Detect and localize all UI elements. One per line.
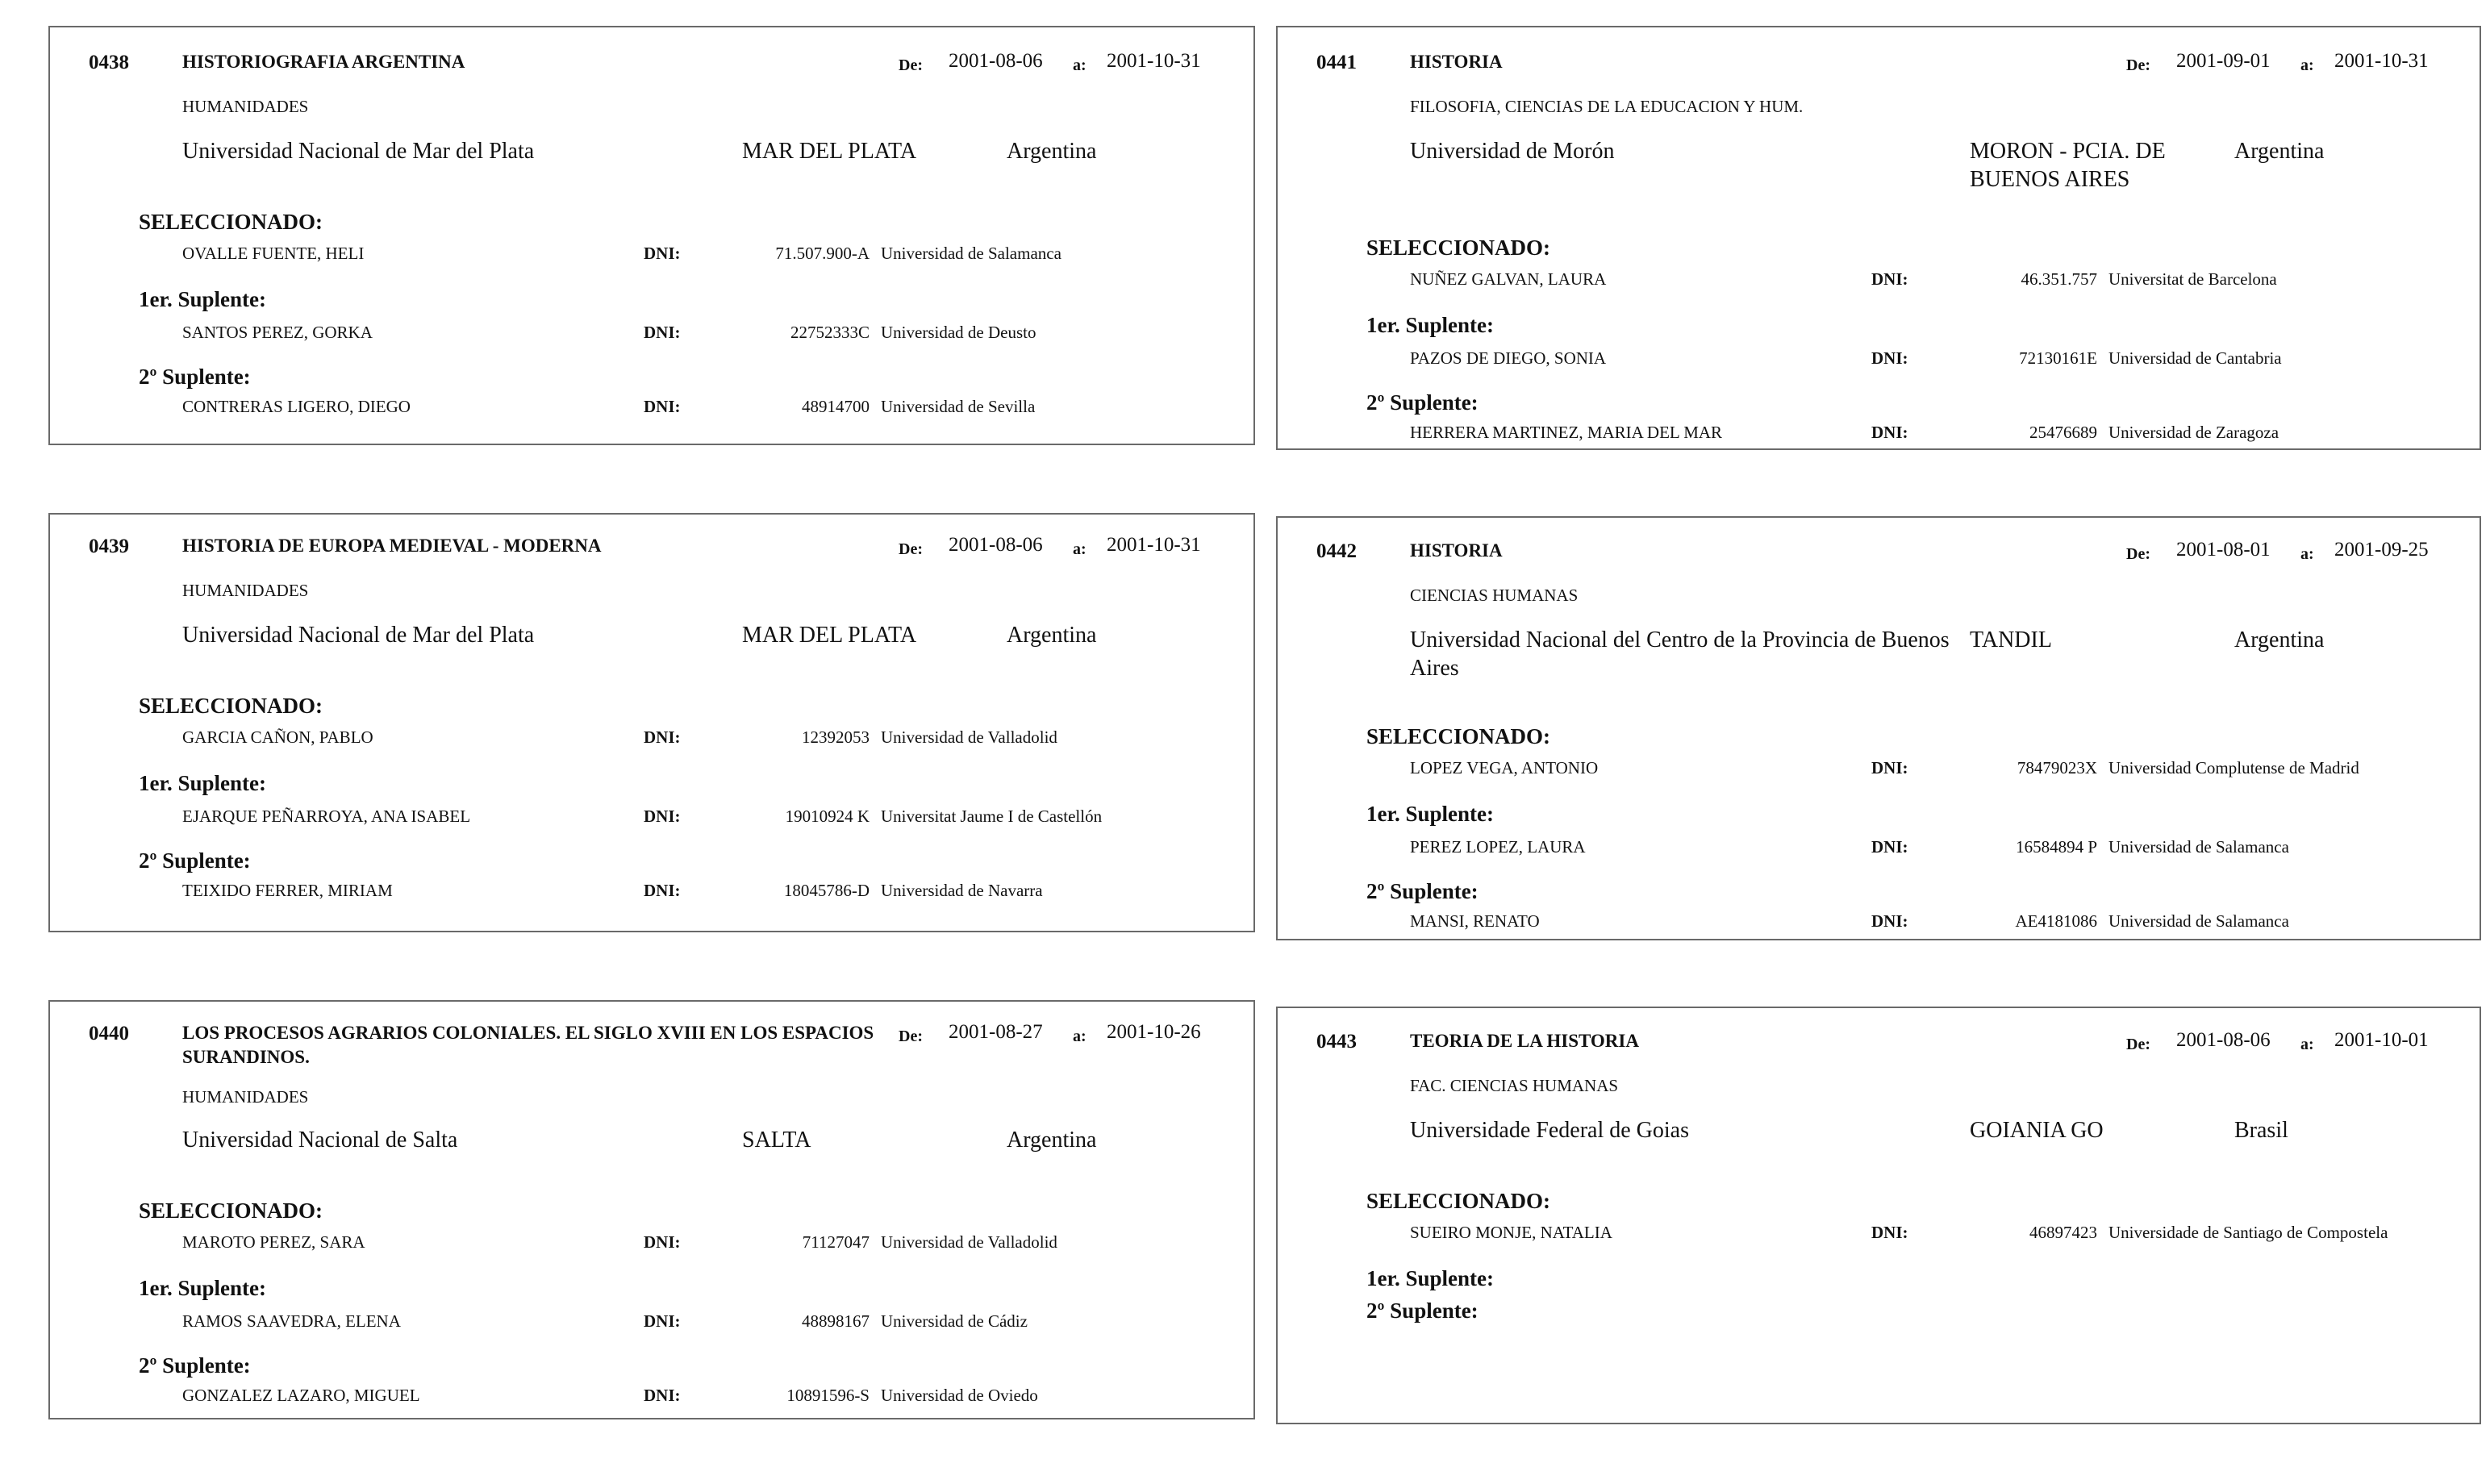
position-number: 0443 xyxy=(1316,1031,1357,1053)
date-to-label: a: xyxy=(1073,1028,1087,1045)
position-number: 0442 xyxy=(1316,540,1357,562)
seleccionado-heading: SELECCIONADO: xyxy=(139,694,323,718)
host-city: MAR DEL PLATA xyxy=(742,139,917,164)
date-to: 2001-10-31 xyxy=(1107,534,1201,556)
suplente1-heading: 1er. Suplente: xyxy=(139,287,267,311)
dni-number: 10891596-S xyxy=(786,1386,870,1405)
date-from: 2001-08-27 xyxy=(949,1021,1043,1043)
person-name: NUÑEZ GALVAN, LAURA xyxy=(1410,269,1607,289)
position-title: LOS PROCESOS AGRARIOS COLONIALES. EL SIGLO XVIII EN LOS ESPACIOS SURANDINOS. xyxy=(182,1023,874,1067)
person-name: PEREZ LOPEZ, LAURA xyxy=(1410,837,1586,857)
host-university: Universidad Nacional del Centro de la Provincia de Buenos Aires xyxy=(1410,627,1950,681)
date-from: 2001-08-06 xyxy=(2176,1029,2271,1051)
host-university: Universidade Federal de Goias xyxy=(1410,1118,1689,1143)
host-country: Brasil xyxy=(2234,1118,2288,1143)
dni-number: 71.507.900-A xyxy=(775,244,870,263)
person-name: GARCIA CAÑON, PABLO xyxy=(182,727,373,747)
person-university: Universidad de Valladolid xyxy=(881,727,1057,747)
area: HUMANIDADES xyxy=(182,97,309,116)
dni-number: 22752333C xyxy=(790,323,870,342)
date-from-label: De: xyxy=(899,1028,923,1045)
seleccionado-heading: SELECCIONADO: xyxy=(139,1198,323,1223)
date-from: 2001-08-06 xyxy=(949,50,1043,72)
person-university: Universidad de Salamanca xyxy=(2108,837,2289,857)
dni-label: DNI: xyxy=(644,881,681,900)
dni-number: 18045786-D xyxy=(783,881,870,900)
person-university: Universidad de Deusto xyxy=(881,323,1036,342)
date-from: 2001-08-01 xyxy=(2176,539,2271,561)
person-name: OVALLE FUENTE, HELI xyxy=(182,244,365,263)
dni-label: DNI: xyxy=(1871,423,1908,442)
host-city: TANDIL xyxy=(1970,627,2052,652)
seleccionado-heading: SELECCIONADO: xyxy=(1366,1189,1551,1213)
suplente1-heading: 1er. Suplente: xyxy=(1366,313,1495,337)
dni-label: DNI: xyxy=(644,1232,681,1252)
person-name: EJARQUE PEÑARROYA, ANA ISABEL xyxy=(182,807,471,826)
host-country: Argentina xyxy=(1007,1128,1097,1153)
host-university: Universidad Nacional de Salta xyxy=(182,1128,458,1153)
dni-label: DNI: xyxy=(644,244,681,263)
date-to: 2001-09-25 xyxy=(2334,539,2429,561)
date-from: 2001-08-06 xyxy=(949,534,1043,556)
date-to-label: a: xyxy=(1073,540,1087,558)
host-city: MORON - PCIA. DE BUENOS AIRES xyxy=(1970,139,2166,192)
person-name: LOPEZ VEGA, ANTONIO xyxy=(1410,758,1599,777)
date-from: 2001-09-01 xyxy=(2176,50,2271,72)
dni-number: 48898167 xyxy=(802,1311,870,1331)
person-name: MANSI, RENATO xyxy=(1410,911,1540,931)
seleccionado-heading: SELECCIONADO: xyxy=(1366,236,1551,260)
date-to-label: a: xyxy=(2300,545,2314,563)
person-name: RAMOS SAAVEDRA, ELENA xyxy=(182,1311,401,1331)
dni-label: DNI: xyxy=(644,727,681,747)
dni-label: DNI: xyxy=(1871,758,1908,777)
position-number: 0438 xyxy=(89,52,129,73)
person-university: Universidad Complutense de Madrid xyxy=(2108,758,2359,777)
dni-number: 78479023X xyxy=(2017,758,2097,777)
position-number: 0439 xyxy=(89,536,129,557)
position-number: 0441 xyxy=(1316,52,1357,73)
host-country: Argentina xyxy=(2234,139,2325,164)
person-university: Universidad de Sevilla xyxy=(881,397,1036,416)
dni-number: 48914700 xyxy=(802,397,870,416)
person-university: Universidad de Salamanca xyxy=(881,244,1061,263)
person-university: Universitat Jaume I de Castellón xyxy=(881,807,1103,826)
seleccionado-heading: SELECCIONADO: xyxy=(1366,724,1551,748)
suplente1-heading: 1er. Suplente: xyxy=(139,1276,267,1300)
suplente2-heading: 2º Suplente: xyxy=(1366,390,1479,415)
position-card xyxy=(48,1000,1255,1419)
suplente1-heading: 1er. Suplente: xyxy=(1366,1266,1495,1290)
position-title: HISTORIA xyxy=(1410,52,1503,72)
date-to: 2001-10-31 xyxy=(1107,50,1201,72)
suplente2-heading: 2º Suplente: xyxy=(1366,1298,1479,1323)
dni-number: 25476689 xyxy=(2029,423,2097,442)
dni-number: 46897423 xyxy=(2029,1223,2097,1242)
dni-number: 12392053 xyxy=(802,727,870,747)
host-city: SALTA xyxy=(742,1128,811,1153)
date-from-label: De: xyxy=(899,540,923,558)
date-to: 2001-10-31 xyxy=(2334,50,2429,72)
date-from-label: De: xyxy=(2126,545,2150,563)
date-to: 2001-10-26 xyxy=(1107,1021,1201,1043)
area: FAC. CIENCIAS HUMANAS xyxy=(1410,1076,1619,1095)
person-university: Universidad de Zaragoza xyxy=(2108,423,2279,442)
dni-label: DNI: xyxy=(1871,348,1908,368)
position-title: HISTORIA DE EUROPA MEDIEVAL - MODERNA xyxy=(182,536,602,556)
date-from-label: De: xyxy=(2126,56,2150,74)
suplente1-heading: 1er. Suplente: xyxy=(1366,802,1495,826)
position-card xyxy=(1276,26,2481,450)
person-name: PAZOS DE DIEGO, SONIA xyxy=(1410,348,1607,368)
dni-number: 46.351.757 xyxy=(2021,269,2097,289)
host-country: Argentina xyxy=(1007,623,1097,648)
area: HUMANIDADES xyxy=(182,1087,309,1107)
area: HUMANIDADES xyxy=(182,581,309,600)
suplente2-heading: 2º Suplente: xyxy=(139,848,251,873)
person-name: GONZALEZ LAZARO, MIGUEL xyxy=(182,1386,420,1405)
person-name: HERRERA MARTINEZ, MARIA DEL MAR xyxy=(1410,423,1723,442)
dni-label: DNI: xyxy=(644,807,681,826)
host-country: Argentina xyxy=(1007,139,1097,164)
suplente1-heading: 1er. Suplente: xyxy=(139,771,267,795)
position-card xyxy=(48,26,1255,445)
dni-label: DNI: xyxy=(1871,1223,1908,1242)
date-to: 2001-10-01 xyxy=(2334,1029,2429,1051)
dni-label: DNI: xyxy=(644,323,681,342)
person-name: MAROTO PEREZ, SARA xyxy=(182,1232,365,1252)
host-university: Universidad Nacional de Mar del Plata xyxy=(182,623,535,648)
position-card xyxy=(48,513,1255,932)
suplente2-heading: 2º Suplente: xyxy=(139,1353,251,1378)
seleccionado-heading: SELECCIONADO: xyxy=(139,210,323,234)
person-university: Universidad de Cádiz xyxy=(881,1311,1028,1331)
host-university: Universidad Nacional de Mar del Plata xyxy=(182,139,535,164)
dni-label: DNI: xyxy=(644,397,681,416)
dni-label: DNI: xyxy=(1871,269,1908,289)
position-number: 0440 xyxy=(89,1023,129,1044)
date-from-label: De: xyxy=(2126,1036,2150,1053)
date-to-label: a: xyxy=(2300,1036,2314,1053)
position-title: TEORIA DE LA HISTORIA xyxy=(1410,1031,1639,1051)
dni-label: DNI: xyxy=(1871,911,1908,931)
person-name: CONTRERAS LIGERO, DIEGO xyxy=(182,397,411,416)
suplente2-heading: 2º Suplente: xyxy=(1366,879,1479,903)
dni-label: DNI: xyxy=(644,1311,681,1331)
host-city: GOIANIA GO xyxy=(1970,1118,2104,1143)
person-name: SUEIRO MONJE, NATALIA xyxy=(1410,1223,1612,1242)
position-title: HISTORIOGRAFIA ARGENTINA xyxy=(182,52,465,72)
position-card xyxy=(1276,1007,2481,1424)
dni-label: DNI: xyxy=(644,1386,681,1405)
dni-label: DNI: xyxy=(1871,837,1908,857)
person-university: Universidad de Salamanca xyxy=(2108,911,2289,931)
person-university: Universidade de Santiago de Compostela xyxy=(2108,1223,2388,1242)
position-card xyxy=(1276,516,2481,940)
date-to-label: a: xyxy=(1073,56,1087,74)
dni-number: 72130161E xyxy=(2019,348,2097,368)
area: CIENCIAS HUMANAS xyxy=(1410,586,1579,605)
person-university: Universitat de Barcelona xyxy=(2108,269,2277,289)
date-to-label: a: xyxy=(2300,56,2314,74)
person-name: TEIXIDO FERRER, MIRIAM xyxy=(182,881,393,900)
position-title: HISTORIA xyxy=(1410,540,1503,561)
host-university: Universidad de Morón xyxy=(1410,139,1615,164)
dni-number: 71127047 xyxy=(802,1232,870,1252)
dni-number: 19010924 K xyxy=(785,807,870,826)
dni-number: AE4181086 xyxy=(2015,911,2097,931)
date-from-label: De: xyxy=(899,56,923,74)
person-university: Universidad de Navarra xyxy=(881,881,1043,900)
person-university: Universidad de Valladolid xyxy=(881,1232,1057,1252)
dni-number: 16584894 P xyxy=(2016,837,2097,857)
person-university: Universidad de Cantabria xyxy=(2108,348,2282,368)
host-city: MAR DEL PLATA xyxy=(742,623,917,648)
host-country: Argentina xyxy=(2234,627,2325,652)
person-name: SANTOS PEREZ, GORKA xyxy=(182,323,373,342)
person-university: Universidad de Oviedo xyxy=(881,1386,1038,1405)
area: FILOSOFIA, CIENCIAS DE LA EDUCACION Y HUM. xyxy=(1410,97,1804,116)
suplente2-heading: 2º Suplente: xyxy=(139,365,251,389)
